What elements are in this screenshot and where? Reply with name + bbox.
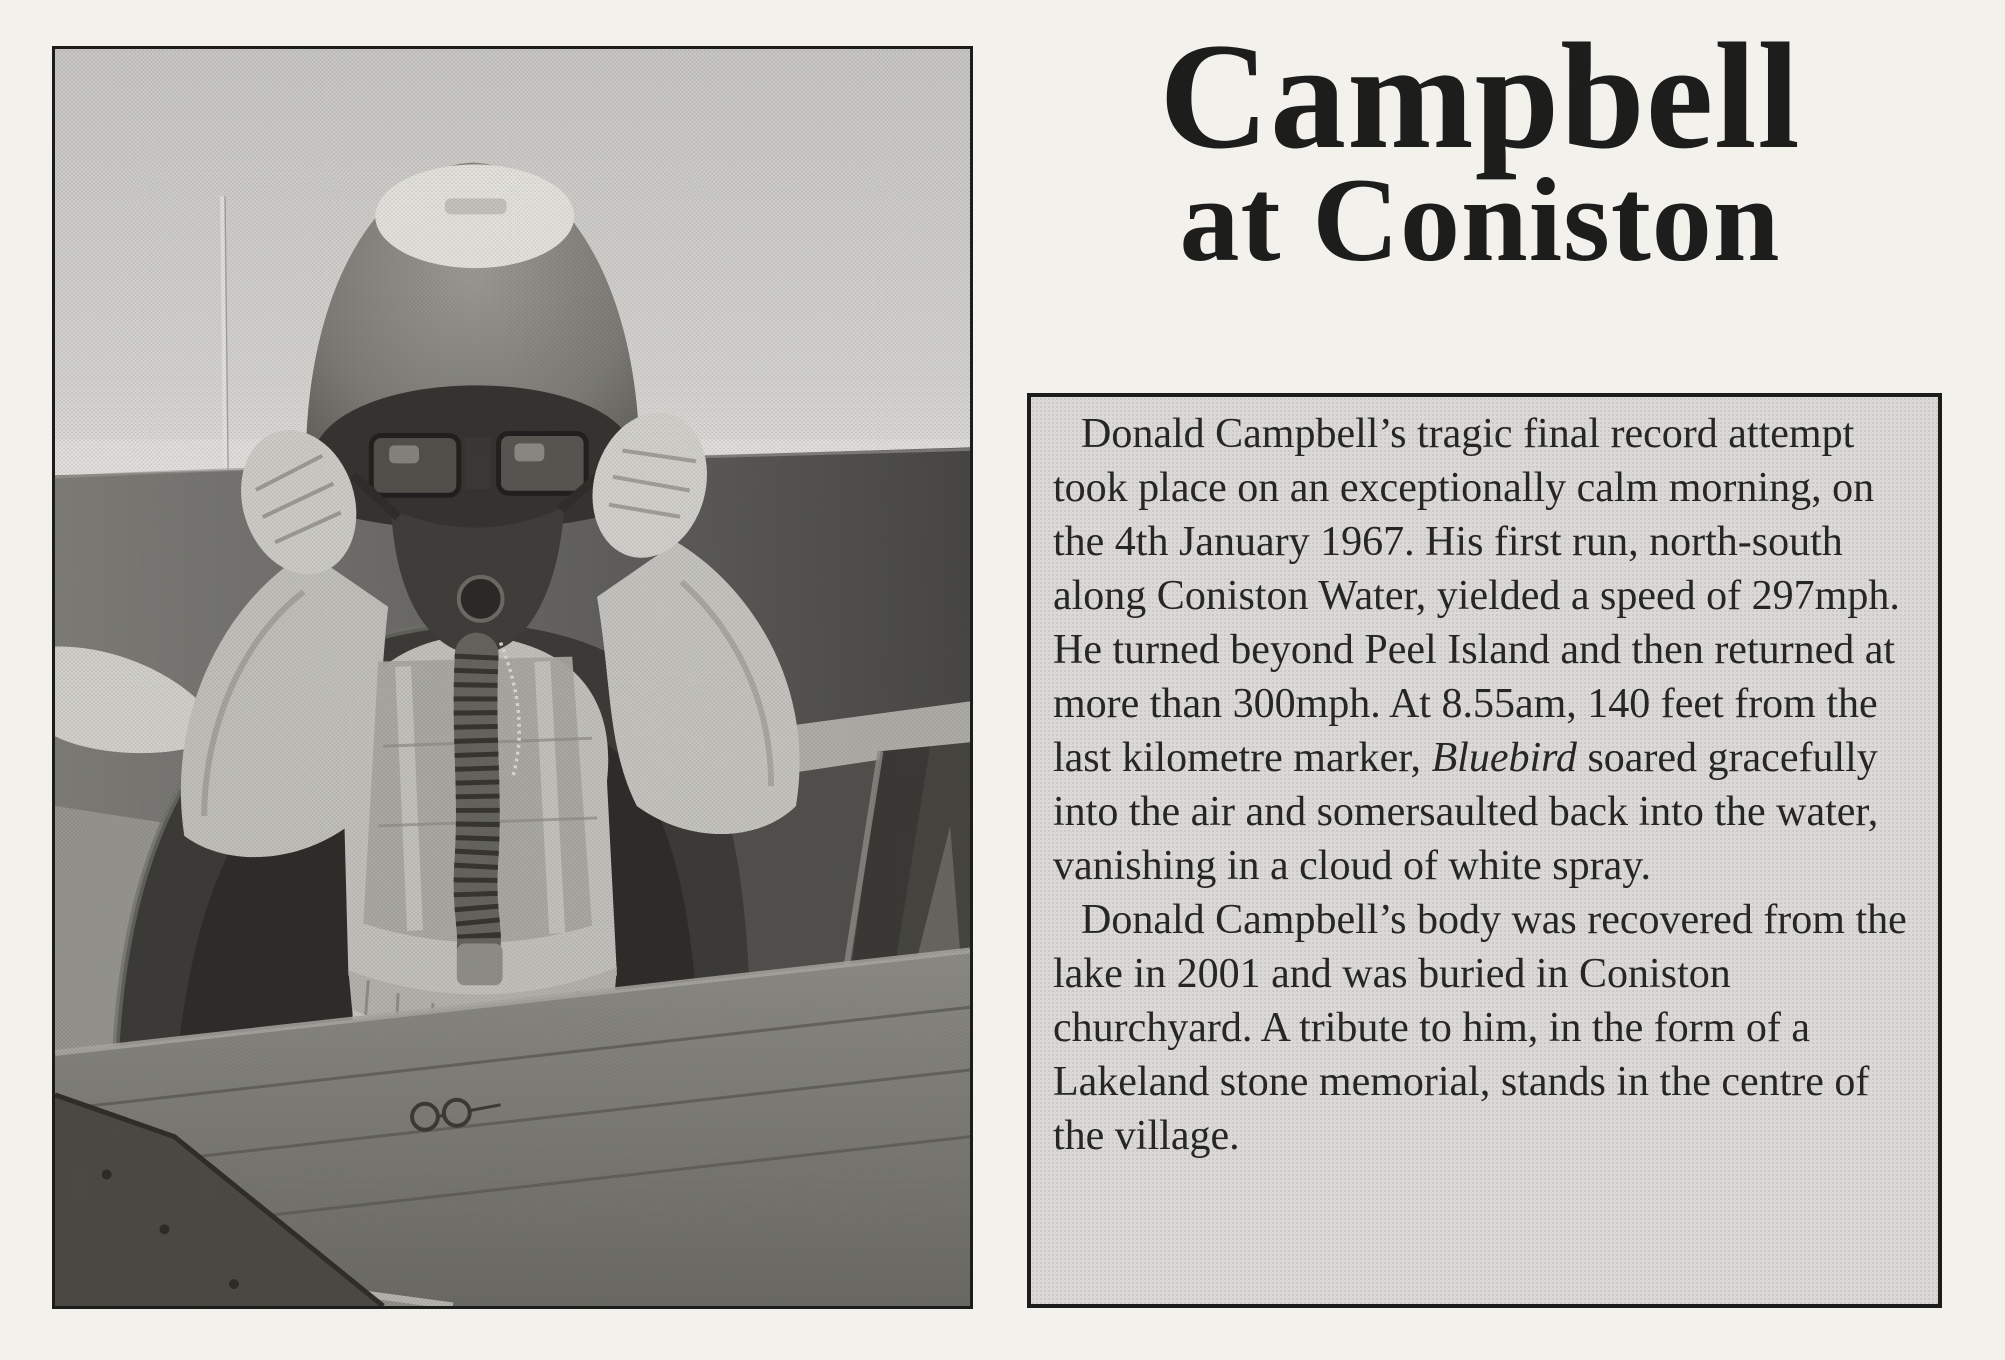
halftone-texture: [55, 49, 970, 1306]
campbell-photo: [55, 49, 970, 1306]
page-title: [1000, 12, 1960, 286]
article-paragraph: [1053, 407, 1918, 893]
boat-name-italic: Bluebird: [1431, 735, 1577, 781]
article-paragraph: [1053, 893, 1918, 1163]
title-line1: Campbell: [1159, 12, 1801, 180]
title-line2: at Coniston: [1179, 153, 1781, 286]
article-text: Donald Campbell’s tragic final record attempt took place on an exceptionally calm morning, on the 4th January 1967. His first run, north-south along Coniston Water, yielded a speed of 297mph. He turned beyond Peel Island and then returned at more than 300mph. At 8.55am, 140 feet from the last kilometre marker,: [1053, 411, 1900, 781]
article-box: [1027, 393, 1942, 1308]
article-text: Donald Campbell’s body was recovered from the lake in 2001 and was buried in Coniston churchyard. A tribute to him, in the form of a Lakeland stone memorial, stands in the centre of the village.: [1053, 897, 1907, 1159]
photo-frame: [52, 46, 973, 1309]
article-text: soared gracefully into the air and somersaulted back into the water, vanishing in a cloud of white spray.: [1053, 735, 1879, 889]
